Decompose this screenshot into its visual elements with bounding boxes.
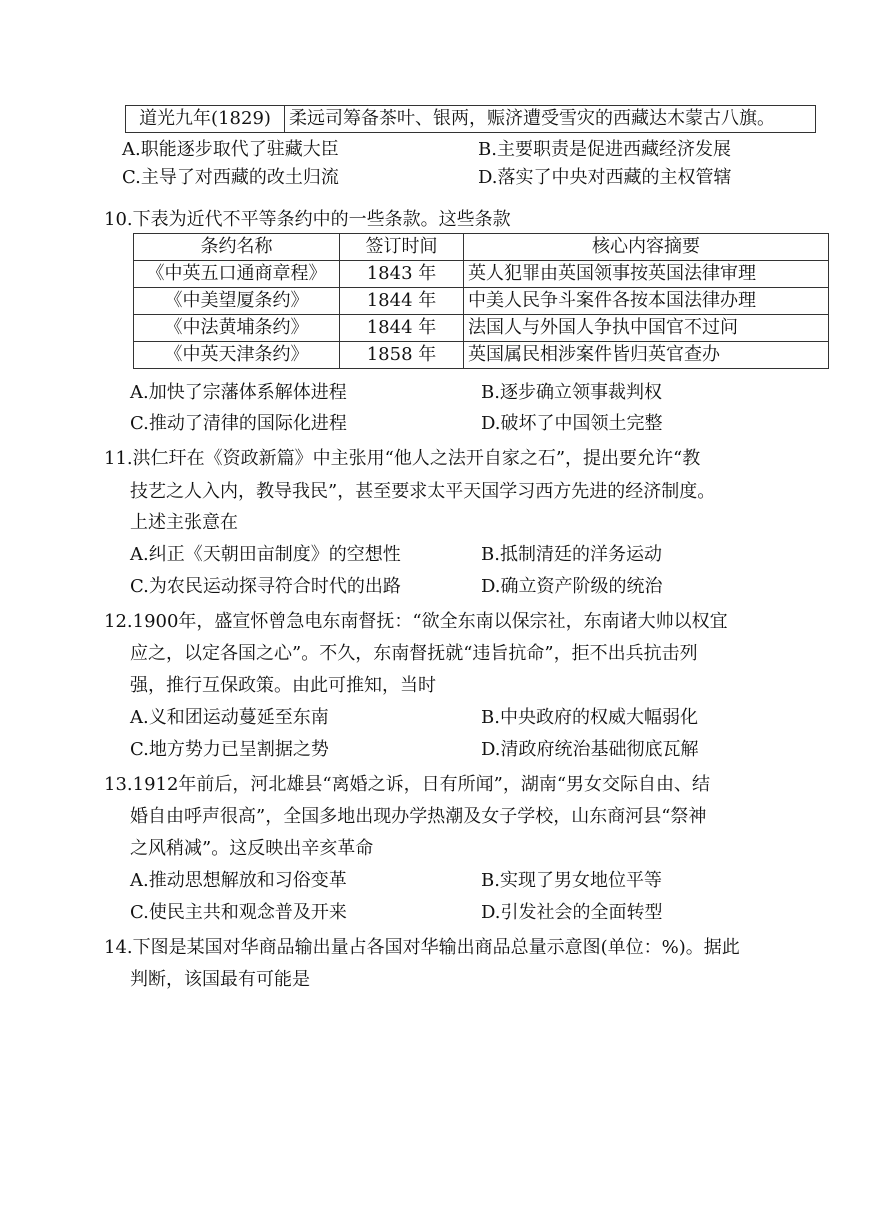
q10-stem: 10.下表为近代不平等条约中的一些条款。这些条款 xyxy=(104,209,511,230)
treaty-time-cell: 1844 年 xyxy=(340,288,464,315)
q13-line-1: 13.1912年前后，河北雄县“离婚之诉，日有所闻”，湖南“男女交际自由、结 xyxy=(104,774,711,795)
q11-line-1: 11.洪仁玕在《资政新篇》中主张用“他人之法开自家之石”，提出要允许“教 xyxy=(104,448,701,469)
q13-option-a: A.推动思想解放和习俗变革 xyxy=(130,870,347,891)
q9-option-c: C.主导了对西藏的改土归流 xyxy=(122,167,339,188)
table-header-row xyxy=(134,234,829,261)
q10-header-content: 核心内容摘要 xyxy=(464,234,829,261)
treaty-content-cell: 英人犯罪由英国领事按英国法律审理 xyxy=(464,261,829,288)
treaty-content-cell: 法国人与外国人争执中国官不过问 xyxy=(464,315,829,342)
q12-line-2: 应之，以定各国之心”。不久，东南督抚就“违旨抗命”，拒不出兵抗击列 xyxy=(130,643,698,664)
q12-option-d: D.清政府统治基础彻底瓦解 xyxy=(481,739,699,760)
q11-option-b: B.抵制清廷的洋务运动 xyxy=(481,544,662,565)
treaty-name-cell: 《中英天津条约》 xyxy=(134,342,340,369)
q13-line-2: 婚自由呼声很高”，全国多地出现办学热潮及女子学校，山东商河县“祭神 xyxy=(130,806,707,827)
q10-header-name: 条约名称 xyxy=(134,234,340,261)
q11-option-c: C.为农民运动探寻符合时代的出路 xyxy=(130,576,401,597)
q9-option-d: D.落实了中央对西藏的主权管辖 xyxy=(478,167,732,188)
q9-option-a: A.职能逐步取代了驻藏大臣 xyxy=(122,139,339,160)
q13-option-d: D.引发社会的全面转型 xyxy=(481,902,663,923)
q14-line-2: 判断，该国最有可能是 xyxy=(130,969,310,990)
q12-option-c: C.地方势力已呈割据之势 xyxy=(130,739,329,760)
q13-line-3: 之风稍减”。这反映出辛亥革命 xyxy=(130,838,374,859)
q10-option-b: B.逐步确立领事裁判权 xyxy=(481,382,662,403)
treaty-time-cell: 1858 年 xyxy=(340,342,464,369)
q10-option-c: C.推动了清律的国际化进程 xyxy=(130,413,347,434)
treaty-time-cell: 1844 年 xyxy=(340,315,464,342)
q12-option-b: B.中央政府的权威大幅弱化 xyxy=(481,707,698,728)
treaty-name-cell: 《中英五口通商章程》 xyxy=(134,261,340,288)
table-row xyxy=(134,261,829,288)
treaty-content-cell: 英国属民相涉案件皆归英官查办 xyxy=(464,342,829,369)
q10-option-a: A.加快了宗藩体系解体进程 xyxy=(130,382,347,403)
treaty-content-cell: 中美人民争斗案件各按本国法律办理 xyxy=(464,288,829,315)
q11-option-a: A.纠正《天朝田亩制度》的空想性 xyxy=(130,544,401,565)
q9-table xyxy=(125,105,816,133)
q9-option-b: B.主要职责是促进西藏经济发展 xyxy=(478,139,731,160)
q11-line-3: 上述主张意在 xyxy=(130,512,238,533)
table-row xyxy=(126,106,816,133)
q11-option-d: D.确立资产阶级的统治 xyxy=(481,576,663,597)
treaty-time-cell: 1843 年 xyxy=(340,261,464,288)
q12-option-a: A.义和团运动蔓延至东南 xyxy=(130,707,329,728)
q9-time-cell: 道光九年(1829) xyxy=(126,106,285,133)
table-row xyxy=(134,288,829,315)
q10-option-d: D.破坏了中国领土完整 xyxy=(481,413,663,434)
q14-line-1: 14.下图是某国对华商品输出量占各国对华输出商品总量示意图(单位：%)。据此 xyxy=(104,937,740,958)
q13-option-b: B.实现了男女地位平等 xyxy=(481,870,662,891)
q9-content-cell: 柔远司筹备茶叶、银两，赈济遭受雪灾的西藏达木蒙古八旗。 xyxy=(285,106,816,133)
q12-line-1: 12.1900年，盛宣怀曾急电东南督抚：“欲全东南以保宗社，东南诸大帅以权宜 xyxy=(104,611,728,632)
q11-line-2: 技艺之人入内，教导我民”，甚至要求太平天国学习西方先进的经济制度。 xyxy=(130,481,716,502)
q10-table xyxy=(133,233,829,369)
treaty-name-cell: 《中法黄埔条约》 xyxy=(134,315,340,342)
q13-option-c: C.使民主共和观念普及开来 xyxy=(130,902,347,923)
treaty-name-cell: 《中美望厦条约》 xyxy=(134,288,340,315)
q12-line-3: 强，推行互保政策。由此可推知，当时 xyxy=(130,675,436,696)
table-row xyxy=(134,315,829,342)
table-row xyxy=(134,342,829,369)
q10-header-time: 签订时间 xyxy=(340,234,464,261)
